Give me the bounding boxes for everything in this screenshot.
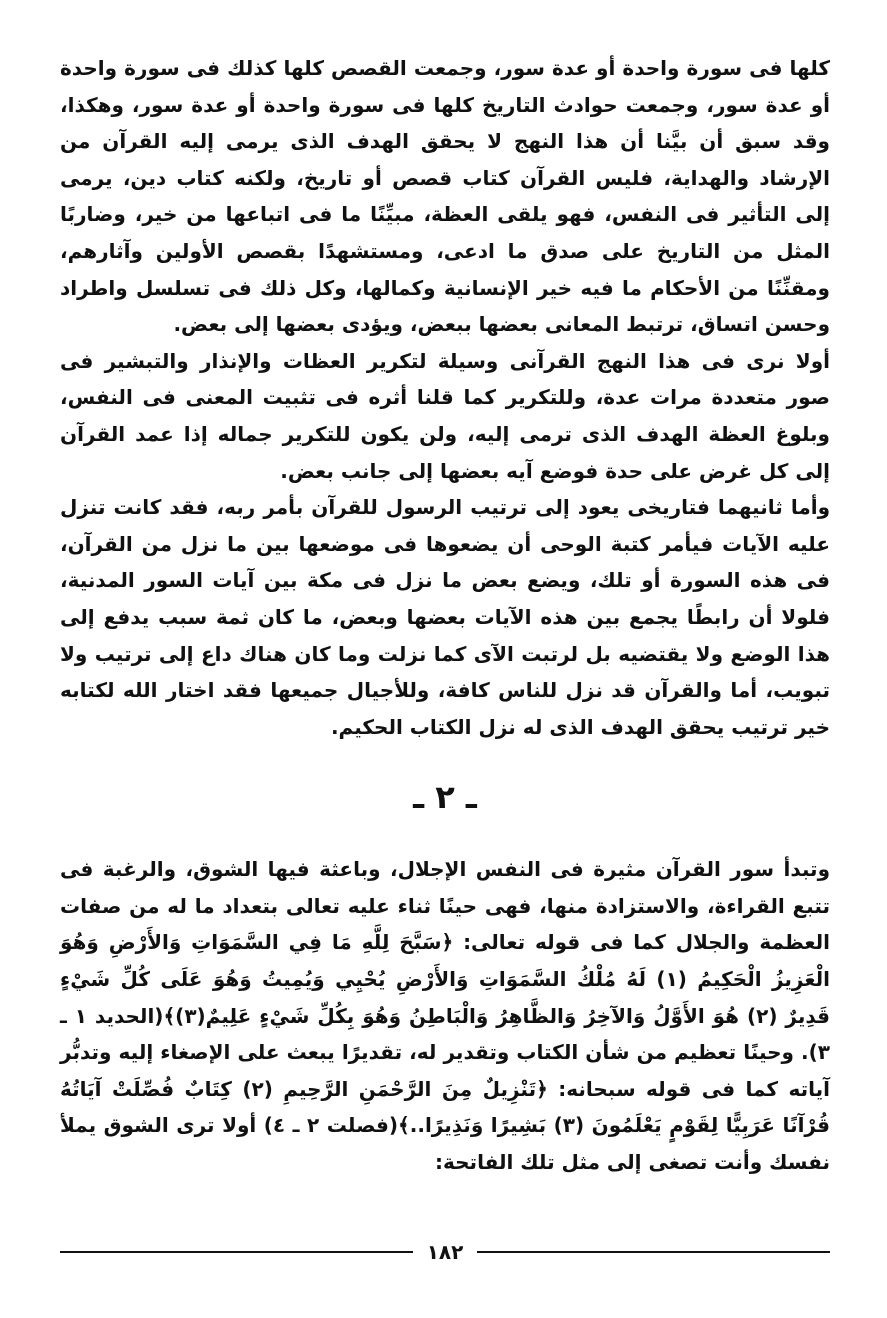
page-body — [60, 50, 830, 1181]
footer-rule-left — [60, 1251, 413, 1253]
paragraph-3: وأما ثانيهما فتاريخى يعود إلى ترتيب الرسول للقرآن بأمر ربه، فقد كانت تنزل عليه الآيات فيأمر كتبة الوحى أن يضعوها فى موضعها بين ما نزل من القرآن، فى هذه السورة أو تلك، ويضع بعض ما نزل فى مكة بين آيات السور المدنية، فلولا أن رابطًا يجمع بين هذه الآيات بعضها وبعض، ما كان ثمة سبب يدفع إلى هذا الوضع ولا يقتضيه بل لرتبت الآى كما نزلت وما كان هناك داع إلى ترتيب ولا تبويب، أما والقرآن قد نزل للناس كافة، وللأجيال جميعها فقد اختار الله لكتابه خير ترتيب يحقق الهدف الذى له نزل الكتاب الحكيم. — [60, 495, 830, 739]
paragraph-1: كلها فى سورة واحدة أو عدة سور، وجمعت القصص كلها كذلك فى سورة واحدة أو عدة سور، وجمعت حوادث التاريخ كلها فى سورة واحدة أو عدة سور، وهكذا، وقد سبق أن بيَّنا أن هذا النهج لا يحقق الهدف الذى يرمى إليه القرآن من الإرشاد والهداية، فليس القرآن كتاب قصص أو تاريخ، ولكنه كتاب دين، يرمى إلى التأثير فى النفس، فهو يلقى العظة، مبيِّنًا ما فى اتباعها من خير، وضاربًا المثل من التاريخ على صدق ما ادعى، ومستشهدًا بقصص الأولين وآثارهم، ومقنِّنًا من الأحكام ما فيه خير الإنسانية وكمالها، وكل ذلك فى تسلسل واطراد وحسن اتساق، ترتبط المعانى بعضها ببعض، ويؤدى بعضها إلى بعض. — [60, 56, 830, 337]
section-number: ـ ٢ ـ — [413, 778, 477, 817]
footer-rule-right — [477, 1251, 830, 1253]
paragraph-2: أولا نرى فى هذا النهج القرآنى وسيلة لتكرير العظات والإنذار والتبشير فى صور متعددة مرات عدة، وللتكرير كما قلنا أثره فى تثبيت المعنى فى النفس، وبلوغ العظة الهدف الذى ترمى إليه، ولن يكون للتكرير جماله إذا عمد القرآن إلى كل غرض على حدة فوضع آيه بعضها إلى جانب بعض. — [60, 348, 830, 483]
page-number: ١٨٢ — [426, 1240, 464, 1264]
page-footer — [60, 1237, 830, 1267]
paragraph-4: وتبدأ سور القرآن مثيرة فى النفس الإجلال، وباعثة فيها الشوق، والرغبة فى تتبع القراءة، والاستزادة منها، فهى حينًا ثناء عليه تعالى بتعداد ما له من صفات العظمة والجلال كما فى قوله تعالى: ﴿سَبَّحَ لِلَّهِ مَا فِي السَّمَوَاتِ وَالأَرْضِ وَهُوَ الْعَزِيزُ الْحَكِيمُ (١) لَهُ مُلْكُ السَّمَوَاتِ وَالأَرْضِ يُحْيِي وَيُمِيتُ وَهُوَ عَلَى كُلِّ شَيْءٍ قَدِيرٌ (٢) هُوَ الأَوَّلُ وَالآخِرُ وَالظَّاهِرُ وَالْبَاطِنُ وَهُوَ بِكُلِّ شَيْءٍ عَلِيمٌ(٣)﴾(الحديد ١ ـ ٣). وحينًا تعظيم من شأن الكتاب وتقدير له، تقديرًا يبعث على الإصغاء إليه وتدبُّر آياته كما فى قوله سبحانه: ﴿تَنْزِيلٌ مِنَ الرَّحْمَنِ الرَّحِيمِ (٢) كِتَابٌ فُصِّلَتْ آيَاتُهُ قُرْآنًا عَرَبِيًّا لِقَوْمٍ يَعْلَمُونَ (٣) بَشِيرًا وَنَذِيرًا..﴾(فصلت ٢ ـ ٤) أولا ترى الشوق يملأ نفسك وأنت تصغى إلى مثل تلك الفاتحة: — [60, 857, 831, 1175]
